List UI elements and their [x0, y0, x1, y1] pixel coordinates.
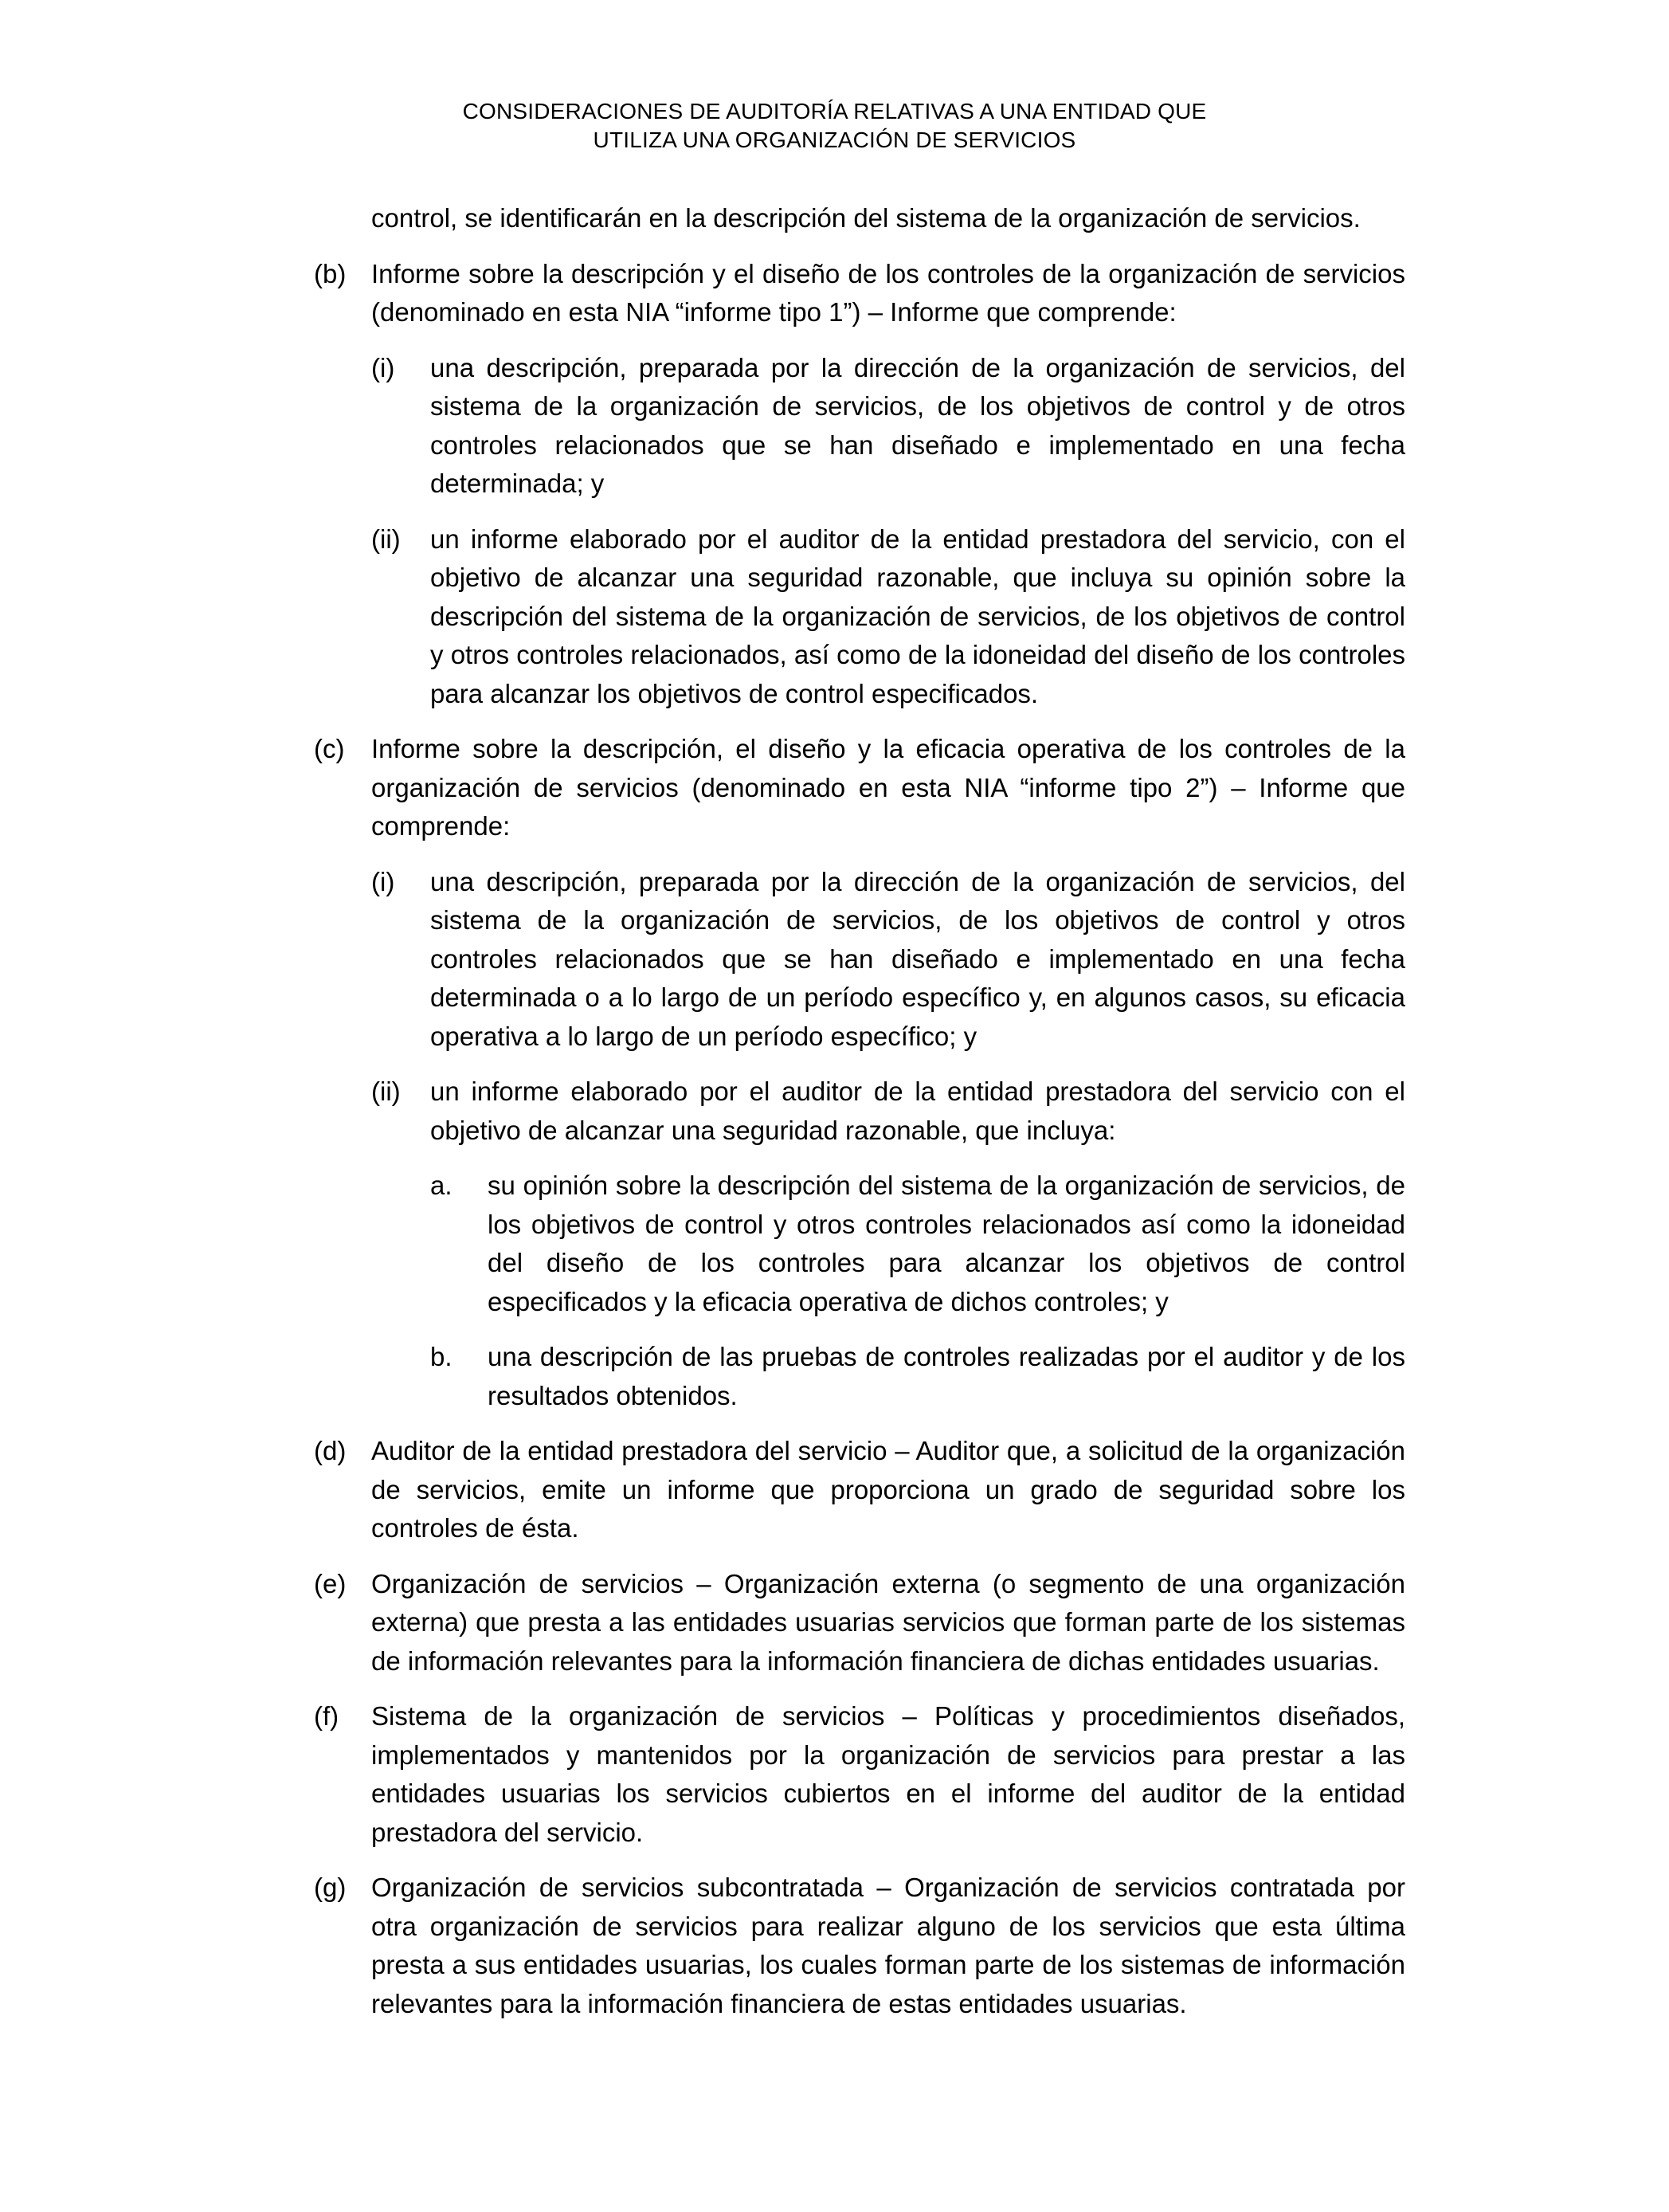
definition-item-d — [314, 1432, 1405, 1548]
subsubitem-text: una descripción de las pruebas de controles realizadas por el auditor y de los resultados obtenidos. — [488, 1342, 1405, 1410]
subitem-b-ii — [371, 520, 1405, 714]
subitem-b-i — [371, 349, 1405, 504]
definition-item-c — [314, 730, 1405, 846]
document-body — [0, 199, 1669, 2023]
running-header-line-2: UTILIZA UNA ORGANIZACIÓN DE SERVICIOS — [593, 127, 1076, 152]
item-text: Organización de servicios – Organización externa (o segmento de una organización externa) que presta a las entidades usuarias servicios que forman parte de los sistemas de información relevantes para la información financiera de dichas entidades usuarias. — [371, 1568, 1405, 1676]
subitem-text: un informe elaborado por el auditor de la entidad prestadora del servicio con el objetivo de alcanzar una seguridad razonable, que incluya: — [430, 1077, 1405, 1145]
item-label: (c) — [314, 734, 345, 763]
subsubitem-c-ii-a — [430, 1167, 1405, 1321]
subitem-c-ii — [371, 1073, 1405, 1150]
subsubitem-label: a. — [430, 1171, 453, 1200]
subitem-text: un informe elaborado por el auditor de la entidad prestadora del servicio, con el objetivo de alcanzar una seguridad razonable, que incluya su opinión sobre la descripción del sistema de la organización de servicios, de los objetivos de control y otros controles relacionados, así como de la idoneidad del diseño de los controles para alcanzar los objetivos de control especificados. — [430, 524, 1405, 708]
definition-item-f — [314, 1697, 1405, 1852]
continuation-paragraph — [371, 199, 1405, 238]
item-label: (d) — [314, 1436, 347, 1465]
subitem-text: una descripción, preparada por la dirección de la organización de servicios, del sistema de la organización de servicios, de los objetivos de control y de otros controles relacionados que se han diseñado e implementado en una fecha determinada; y — [430, 352, 1405, 498]
item-text: Auditor de la entidad prestadora del servicio – Auditor que, a solicitud de la organización de servicios, emite un informe que proporciona un grado de seguridad sobre los controles de ésta. — [371, 1436, 1405, 1543]
item-text: Organización de servicios subcontratada – Organización de servicios contratada por otra organización de servicios para realizar alguno de los servicios que esta última presta a sus entidades usuarias, los cuales forman parte de los sistemas de información relevantes para la información financiera de estas entidades usuarias. — [371, 1873, 1405, 2018]
subitem-label: (i) — [371, 866, 395, 896]
running-header-line-1: CONSIDERACIONES DE AUDITORÍA RELATIVAS A UNA ENTIDAD QUE — [462, 99, 1207, 124]
paragraph-text: control, se identificarán en la descripción del sistema de la organización de servicios. — [371, 203, 1361, 233]
subsubitem-text: su opinión sobre la descripción del sistema de la organización de servicios, de los objetivos de control y otros controles relacionados así como la idoneidad del diseño de los controles para alcanzar los objetivos de control especificados y la eficacia operativa de dichos controles; y — [488, 1171, 1405, 1316]
item-label: (b) — [314, 258, 347, 288]
subitem-c-i — [371, 863, 1405, 1057]
subsubitem-c-ii-b — [430, 1338, 1405, 1415]
subitem-label: (ii) — [371, 1077, 401, 1106]
item-label: (g) — [314, 1873, 347, 1902]
definition-item-b — [314, 255, 1405, 332]
item-text: Informe sobre la descripción, el diseño y la eficacia operativa de los controles de la organización de servicios (denominado en esta NIA “informe tipo 2”) – Informe que comprende: — [371, 734, 1405, 841]
definition-item-g — [314, 1869, 1405, 2023]
subitem-label: (i) — [371, 352, 395, 382]
item-text: Sistema de la organización de servicios – Políticas y procedimientos diseñados, implementados y mantenidos por la organización de servicios para prestar a las entidades usuarias los servicios cubiertos en el informe del auditor de la entidad prestadora del servicio. — [371, 1701, 1405, 1847]
item-label: (e) — [314, 1568, 347, 1598]
item-label: (f) — [314, 1701, 339, 1731]
definition-item-e — [314, 1565, 1405, 1681]
subitem-label: (ii) — [371, 524, 401, 554]
subsubitem-label: b. — [430, 1342, 453, 1371]
item-text: Informe sobre la descripción y el diseño de los controles de la organización de servicios (denominado en esta NIA “informe tipo 1”) – Informe que comprende: — [371, 258, 1405, 327]
subitem-text: una descripción, preparada por la dirección de la organización de servicios, del sistema de la organización de servicios, de los objetivos de control y otros controles relacionados que se han diseñado e implementado en una fecha determinada o a lo largo de un período específico y, en algunos casos, su eficacia operativa a lo largo de un período específico; y — [430, 866, 1405, 1051]
